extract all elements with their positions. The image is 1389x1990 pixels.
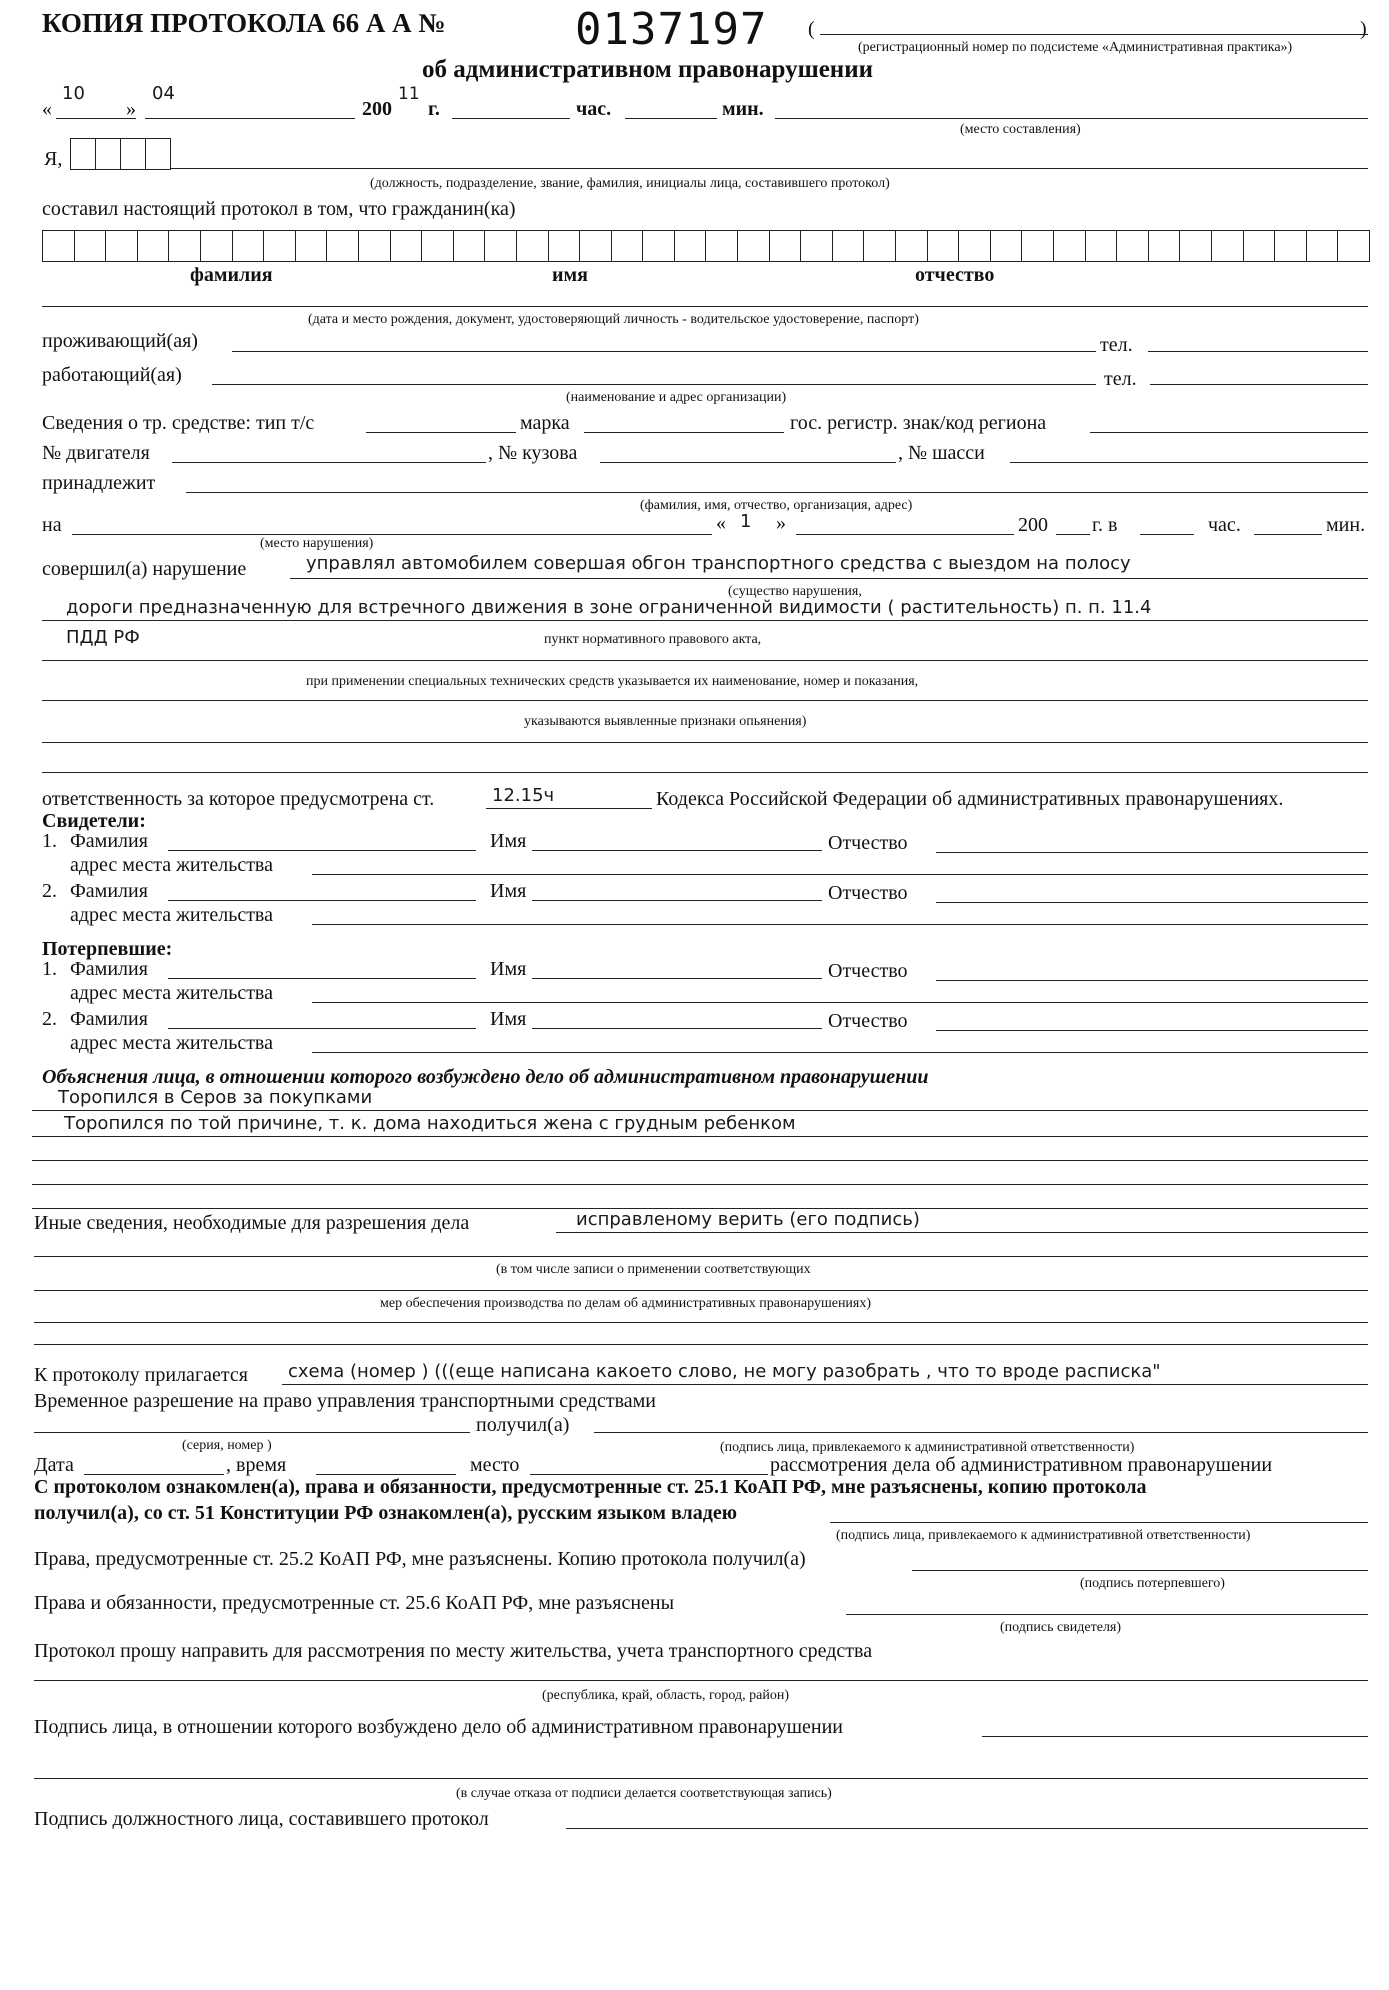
citizen-letter-box: [832, 230, 864, 262]
victims-field-line: [532, 978, 822, 979]
permit-series-line: [34, 1432, 470, 1433]
plate-line: [1090, 432, 1368, 433]
officer-box: [70, 138, 95, 170]
tel-line: [1148, 351, 1368, 352]
victims-patronymic-label: Отчество: [828, 960, 908, 982]
citizen-letter-box: [674, 230, 706, 262]
citizen-letter-box: [516, 230, 548, 262]
violation-place-line: [72, 534, 712, 535]
victims-surname-label: Фамилия: [70, 958, 148, 980]
violation-text-line2: дороги предназначенную для встречного движения в зоне ограниченной видимости ( растительность) п. п. 11.4: [66, 597, 1152, 618]
engine-label: № двигателя: [42, 442, 150, 464]
plate-label: гос. регистр. знак/код региона: [790, 412, 1047, 434]
witnesses-field-line: [936, 852, 1368, 853]
officer-code-boxes: [70, 138, 171, 170]
date-quote-close: »: [126, 98, 136, 120]
officer-sign-label: Подпись должностного лица, составившего протокол: [34, 1808, 489, 1830]
witnesses-person-number: 1.: [42, 830, 57, 852]
surname-label: фамилия: [190, 264, 273, 286]
citizen-letter-box: [200, 230, 232, 262]
engine-line: [172, 462, 486, 463]
article-line: [486, 808, 652, 809]
violation-line3: [42, 660, 1368, 661]
year-prefix: 200: [362, 98, 392, 120]
witnesses-name-label: Имя: [490, 880, 527, 902]
brand-line: [584, 432, 784, 433]
victims-person-number: 1.: [42, 958, 57, 980]
protocol-title: КОПИЯ ПРОТОКОЛА 66 А А №: [42, 8, 446, 38]
citizen-letter-box: [863, 230, 895, 262]
witnesses-address-label: адрес места жительства: [70, 904, 273, 926]
review-date-line: [84, 1474, 224, 1475]
witnesses-field-line: [168, 900, 476, 901]
reg-note-open-paren: (: [808, 18, 815, 40]
citizen-letter-box: [137, 230, 169, 262]
citizen-letter-box: [1211, 230, 1243, 262]
refusal-line: [34, 1778, 1368, 1779]
citizen-letter-box: [1179, 230, 1211, 262]
citizen-letter-box: [1274, 230, 1306, 262]
explanation-rule3: [32, 1160, 1368, 1161]
person-sign-line: [982, 1736, 1368, 1737]
other-rule2: [34, 1290, 1368, 1291]
citizen-letter-box: [769, 230, 801, 262]
explanation-line1: Торопился в Серов за покупками: [58, 1087, 373, 1108]
witnesses-field-line: [532, 850, 822, 851]
citizen-letter-box: [990, 230, 1022, 262]
victims-name-label: Имя: [490, 958, 527, 980]
violation-line5: [42, 742, 1368, 743]
citizen-letter-box: [484, 230, 516, 262]
review-place-label: место: [470, 1454, 520, 1476]
victims-patronymic-label: Отчество: [828, 1010, 908, 1032]
citizen-letter-box: [232, 230, 264, 262]
citizen-letter-box: [895, 230, 927, 262]
person-sign-label: Подпись лица, в отношении которого возбуждено дело об административном правонарушении: [34, 1716, 843, 1738]
explanation-line2: Торопился по той причине, т. к. дома находиться жена с грудным ребенком: [64, 1113, 796, 1134]
witnesses-field-line: [168, 850, 476, 851]
citizen-letter-box: [453, 230, 485, 262]
vehicle-info-label: Сведения о тр. средстве: тип т/с: [42, 412, 315, 434]
essence-note: (существо нарушения,: [728, 584, 862, 599]
citizen-letter-box: [1053, 230, 1085, 262]
victim-note: (подпись потерпевшего): [1080, 1576, 1225, 1591]
violation-year-label: 200: [1018, 514, 1048, 536]
attachment-value: схема (номер ) (((еще написана какоето слово, не могу разобрать , что то вроде расписка": [288, 1361, 1161, 1382]
violation-text-line1: управлял автомобилем совершая обгон транспортного средства с выездом на полосу: [306, 553, 1131, 574]
refusal-note: (в случае отказа от подписи делается соответствующая запись): [456, 1786, 832, 1801]
violation-hour-line: [1140, 534, 1194, 535]
request-text: Протокол прошу направить для рассмотрения по месту жительства, учета транспортного средства: [34, 1640, 873, 1662]
permit-series-note: (серия, номер ): [182, 1438, 272, 1453]
citizen-letter-box: [74, 230, 106, 262]
minute-line: [625, 118, 717, 119]
citizen-letter-box: [42, 230, 74, 262]
reg-number-line: [820, 34, 1368, 35]
victims-person-number: 2.: [42, 1008, 57, 1030]
code-label: Кодекса Российской Федерации об административных правонарушениях.: [656, 788, 1284, 810]
citizen-letter-box: [168, 230, 200, 262]
region-note: (республика, край, область, город, район): [542, 1688, 789, 1703]
citizen-letter-box: [1243, 230, 1275, 262]
place-note: (место составления): [960, 122, 1081, 137]
org-note: (наименование и адрес организации): [566, 390, 787, 405]
drunk-note: указываются выявленные признаки опьянения): [524, 714, 807, 729]
officer-box: [145, 138, 171, 170]
chassis-label: , № шасси: [898, 442, 985, 464]
citizen-letter-box: [579, 230, 611, 262]
victims-surname-label: Фамилия: [70, 1008, 148, 1030]
year-label: г.: [428, 98, 440, 120]
violation-line6: [42, 772, 1368, 773]
name-label: имя: [552, 264, 588, 286]
violation-hour-label: час.: [1208, 514, 1241, 536]
explanation-heading: Объяснения лица, в отношении которого возбуждено дело об административном правонарушении: [42, 1066, 929, 1088]
officer-line: [170, 168, 1368, 169]
violation-month-line: [796, 534, 1014, 535]
officer-sign-line: [566, 1828, 1368, 1829]
witnesses-field-line: [312, 874, 1368, 875]
violation-minute-line: [1254, 534, 1322, 535]
review-label: рассмотрения дела об административном правонарушении: [770, 1454, 1273, 1476]
violation-on-label: на: [42, 514, 62, 536]
witnesses-patronymic-label: Отчество: [828, 832, 908, 854]
citizen-letter-box: [958, 230, 990, 262]
officer-note: (должность, подразделение, звание, фамилия, инициалы лица, составившего протокол): [370, 176, 890, 191]
birth-note: (дата и место рождения, документ, удостоверяющий личность - водительское удостоверение, паспорт): [308, 312, 919, 327]
minute-label: мин.: [722, 98, 764, 120]
violation-year-line: [1056, 534, 1090, 535]
reg-note-close-paren: ): [1360, 18, 1367, 40]
working-label: работающий(ая): [42, 364, 182, 386]
hour-label: час.: [576, 98, 612, 120]
living-label: проживающий(ая): [42, 330, 198, 352]
witness-note: (подпись свидетеля): [1000, 1620, 1122, 1635]
citizen-letter-box: [1021, 230, 1053, 262]
citizen-letter-box: [295, 230, 327, 262]
citizen-letter-box: [421, 230, 453, 262]
violation-line2: [42, 620, 1368, 621]
officer-box: [95, 138, 120, 170]
citizen-name-boxes: [42, 230, 1370, 262]
date-month-value: 04: [152, 83, 175, 104]
victim-rights: Права, предусмотренные ст. 25.2 КоАП РФ, мне разъяснены. Копию протокола получил(а): [34, 1548, 806, 1570]
permit-received: получил(а): [476, 1414, 570, 1436]
permit-line1: Временное разрешение на право управления транспортными средствами: [34, 1390, 657, 1412]
body-label: , № кузова: [488, 442, 578, 464]
vehicle-type-line: [366, 432, 516, 433]
witness-sign-line: [846, 1614, 1368, 1615]
citizen-letter-box: [105, 230, 137, 262]
body-line: [600, 462, 896, 463]
victim-sign-line: [912, 1570, 1368, 1571]
victims-name-label: Имя: [490, 1008, 527, 1030]
citizen-letter-box: [927, 230, 959, 262]
citizen-letter-box: [358, 230, 390, 262]
violation-minute-label: мин.: [1326, 514, 1366, 536]
tech-note: при применении специальных технических средств указывается их наименование, номер и показания,: [306, 674, 919, 689]
other-note2: мер обеспечения производства по делам об административных правонарушениях): [380, 1296, 872, 1311]
review-place-line: [530, 1474, 768, 1475]
citizen-letter-box: [642, 230, 674, 262]
victims-field-line: [532, 1028, 822, 1029]
citizen-letter-box: [263, 230, 295, 262]
attachment-label: К протоколу прилагается: [34, 1364, 248, 1386]
region-line: [34, 1680, 1368, 1681]
citizen-letter-box: [1306, 230, 1338, 262]
other-value: исправленому верить (его подпись): [576, 1209, 920, 1230]
witnesses-person-number: 2.: [42, 880, 57, 902]
review-time-label: , время: [226, 1454, 287, 1476]
tel2-label: тел.: [1104, 368, 1137, 390]
violation-date-day: 1: [740, 511, 752, 532]
living-line: [232, 351, 1096, 352]
ack-line2: получил(а), со ст. 51 Конституции РФ ознакомлен(а), русским языком владею: [34, 1502, 738, 1524]
citizen-letter-box: [548, 230, 580, 262]
other-rule3: [34, 1322, 1368, 1323]
ack-sign-line: [830, 1522, 1368, 1523]
citizen-letter-box: [705, 230, 737, 262]
citizen-intro: составил настоящий протокол в том, что гражданин(ка): [42, 198, 516, 220]
review-time-line: [316, 1474, 456, 1475]
permit-sign-line: [594, 1432, 1368, 1433]
witnesses-surname-label: Фамилия: [70, 880, 148, 902]
explanation-rule2: [32, 1136, 1368, 1137]
citizen-letter-box: [611, 230, 643, 262]
witnesses-surname-label: Фамилия: [70, 830, 148, 852]
violation-place-note: (место нарушения): [260, 536, 374, 551]
citizen-letter-box: [1116, 230, 1148, 262]
victims-heading: Потерпевшие:: [42, 938, 173, 960]
victims-address-label: адрес места жительства: [70, 1032, 273, 1054]
permit-sign-note: (подпись лица, привлекаемого к административной ответственности): [720, 1440, 1135, 1455]
liability-label: ответственность за которое предусмотрена ст.: [42, 788, 435, 810]
owner-line: [186, 492, 1368, 493]
other-label: Иные сведения, необходимые для разрешения дела: [34, 1212, 470, 1234]
witness-rights: Права и обязанности, предусмотренные ст. 25.6 КоАП РФ, мне разъяснены: [34, 1592, 675, 1614]
violation-date-open: «: [716, 512, 726, 534]
hour-line: [452, 118, 570, 119]
violation-text-line3: ПДД РФ: [66, 627, 140, 648]
victims-field-line: [312, 1002, 1368, 1003]
officer-prefix: Я,: [44, 148, 63, 170]
date-day-line: [56, 118, 136, 119]
ack-line1: С протоколом ознакомлен(а), права и обязанности, предусмотренные ст. 25.1 КоАП РФ, мне разъяснены, копию протокола: [34, 1476, 1147, 1498]
committed-label: совершил(а) нарушение: [42, 558, 247, 580]
explanation-rule4: [32, 1184, 1368, 1185]
violation-line4: [42, 700, 1368, 701]
witnesses-address-label: адрес места жительства: [70, 854, 273, 876]
ack-sign-note: (подпись лица, привлекаемого к административной ответственности): [836, 1528, 1251, 1543]
place-line: [775, 118, 1368, 119]
owner-label: принадлежит: [42, 472, 156, 494]
citizen-letter-box: [737, 230, 769, 262]
protocol-subtitle: об административном правонарушении: [422, 56, 874, 83]
tel2-line: [1150, 384, 1368, 385]
article-value: 12.15ч: [492, 785, 555, 806]
victims-field-line: [168, 978, 476, 979]
violation-g-label: г. в: [1092, 514, 1118, 536]
witnesses-field-line: [312, 924, 1368, 925]
witnesses-heading: Свидетели:: [42, 810, 146, 832]
citizen-letter-box: [326, 230, 358, 262]
chassis-line: [1010, 462, 1368, 463]
citizen-letter-box: [800, 230, 832, 262]
victims-field-line: [936, 980, 1368, 981]
date-quote-open: «: [42, 98, 52, 120]
other-rule1: [34, 1256, 1368, 1257]
officer-box: [120, 138, 145, 170]
victims-field-line: [168, 1028, 476, 1029]
attachment-line: [282, 1384, 1368, 1385]
violation-date-close: »: [776, 512, 786, 534]
brand-label: марка: [520, 412, 570, 434]
owner-note: (фамилия, имя, отчество, организация, адрес): [640, 498, 913, 513]
date-day-value: 10: [62, 83, 85, 104]
reg-number-note: (регистрационный номер по подсистеме «Административная практика»): [858, 40, 1293, 55]
registration-number: 0137197: [575, 4, 768, 55]
witnesses-name-label: Имя: [490, 830, 527, 852]
act-note: пункт нормативного правового акта,: [544, 632, 762, 647]
citizen-letter-box: [1085, 230, 1117, 262]
witnesses-field-line: [936, 902, 1368, 903]
birth-line: [42, 306, 1368, 307]
tel-label: тел.: [1100, 334, 1133, 356]
other-rule4: [34, 1344, 1368, 1345]
witnesses-patronymic-label: Отчество: [828, 882, 908, 904]
date-month-line: [145, 118, 355, 119]
victims-field-line: [312, 1052, 1368, 1053]
review-date-label: Дата: [34, 1454, 74, 1476]
other-line: [556, 1232, 1368, 1233]
violation-line1: [290, 578, 1368, 579]
other-note1: (в том числе записи о применении соответствующих: [496, 1262, 811, 1277]
year-suffix-value: 11: [398, 84, 420, 104]
working-line: [212, 384, 1096, 385]
explanation-rule1: [32, 1110, 1368, 1111]
witnesses-field-line: [532, 900, 822, 901]
citizen-letter-box: [1337, 230, 1370, 262]
patronymic-label: отчество: [915, 264, 995, 286]
victims-field-line: [936, 1030, 1368, 1031]
victims-address-label: адрес места жительства: [70, 982, 273, 1004]
citizen-letter-box: [1148, 230, 1180, 262]
citizen-letter-box: [390, 230, 422, 262]
